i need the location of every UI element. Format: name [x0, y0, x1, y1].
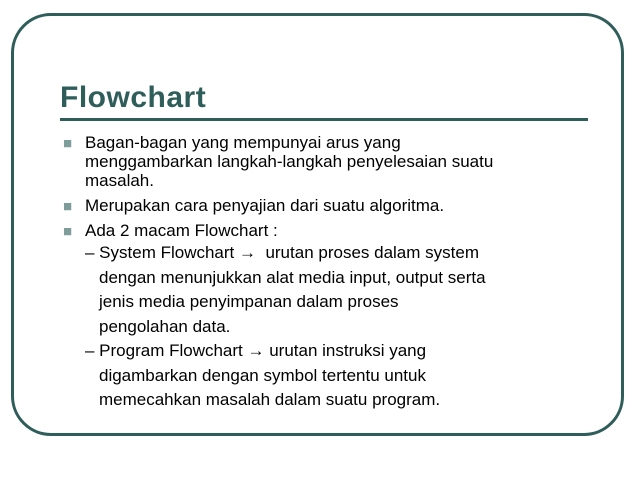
slide-title: Flowchart — [60, 81, 207, 114]
sub-item-line: pengolahan data. — [99, 316, 231, 336]
bullet-item-1 — [60, 133, 580, 190]
sub-item-line — [85, 339, 580, 364]
arrow-right-icon: → — [239, 243, 256, 262]
square-bullet-icon: ■ — [63, 223, 73, 240]
sub-item-text: urutan instruksi yang — [264, 341, 427, 360]
arrow-right-icon: → — [247, 341, 265, 360]
slide-content — [60, 133, 580, 413]
bullet-line: Bagan-bagan yang mempunyai arus yang — [85, 133, 401, 152]
bullet-item-3 — [60, 221, 580, 240]
bullet-line: menggambarkan langkah-langkah penyelesaian suatu — [85, 152, 494, 171]
sub-item-line: digambarkan dengan symbol tertentu untuk — [99, 365, 426, 385]
sub-item-text: urutan proses dalam system — [256, 243, 479, 262]
sub-list — [60, 241, 580, 413]
square-bullet-icon: ■ — [63, 135, 73, 152]
sub-item-line — [85, 241, 580, 266]
sub-item-system-flowchart — [85, 241, 580, 339]
sub-item-program-flowchart — [85, 339, 580, 413]
sub-item-line: dengan menunjukkan alat media input, output serta — [99, 267, 486, 287]
title-underline — [60, 118, 588, 121]
bullet-line: Merupakan cara penyajian dari suatu algoritma. — [85, 196, 445, 215]
sub-item-prefix: – Program Flowchart — [85, 341, 248, 360]
sub-item-prefix: – System Flowchart — [85, 243, 239, 262]
bullet-line: Ada 2 macam Flowchart : — [85, 221, 278, 240]
bullet-line: masalah. — [85, 171, 154, 190]
sub-item-line: jenis media penyimpanan dalam proses — [99, 292, 399, 311]
bullet-item-2 — [60, 196, 580, 215]
sub-item-line: memecahkan masalah dalam suatu program. — [99, 390, 441, 409]
square-bullet-icon: ■ — [63, 198, 73, 215]
